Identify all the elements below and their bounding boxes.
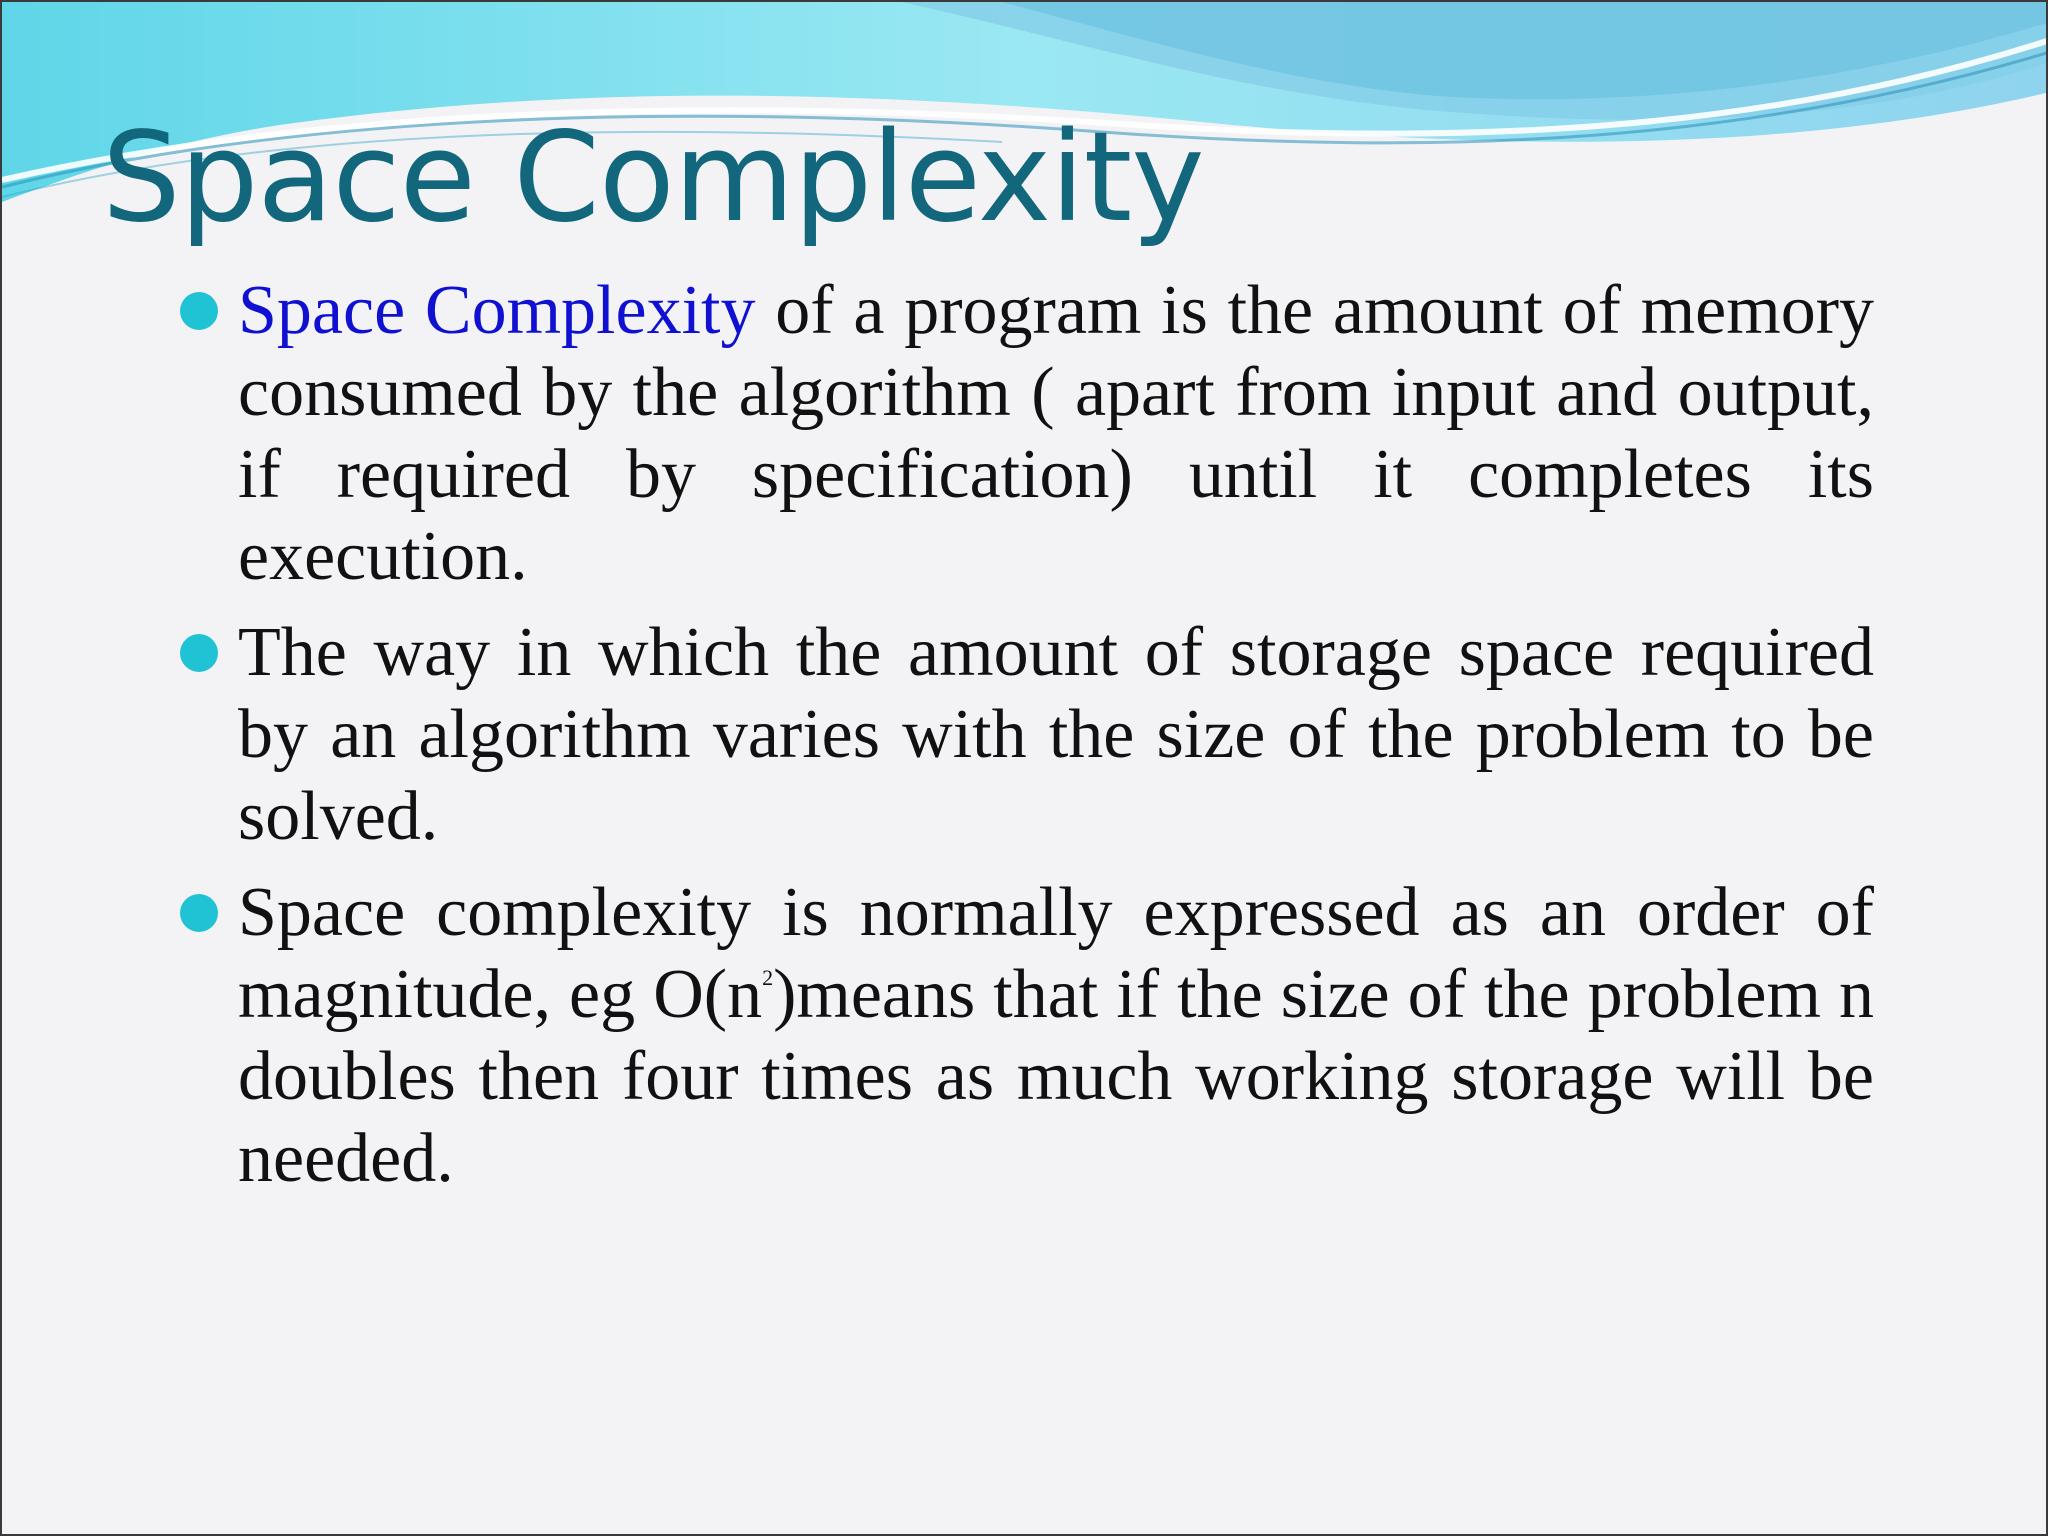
bullet-dot-icon	[180, 292, 218, 330]
bullet-dot-icon	[180, 634, 218, 672]
bullet-item	[180, 612, 1874, 858]
highlighted-term: Space Complexity	[238, 272, 756, 349]
bullet-list	[180, 270, 1874, 1214]
bullet-item	[180, 270, 1874, 598]
slide-title: Space Complexity	[102, 106, 1204, 250]
bullet-text: Space complexity is normally expressed as an order of magnitude, eg O(n	[238, 874, 1874, 1033]
bullet-item	[180, 872, 1874, 1200]
bullet-text: The way in which the amount of storage space required by an algorithm varies with the size of the problem to be solved.	[238, 614, 1874, 855]
bullet-dot-icon	[180, 894, 218, 932]
bullet-text: )means that if the size of the problem n doubles then four times as much working storage will be needed.	[238, 956, 1874, 1197]
bullet-text: of a program is the amount of memory consumed by the algorithm ( apart from input and output, if required by specification) until it completes its execution.	[238, 272, 1874, 595]
superscript-exponent: 2	[762, 965, 774, 990]
